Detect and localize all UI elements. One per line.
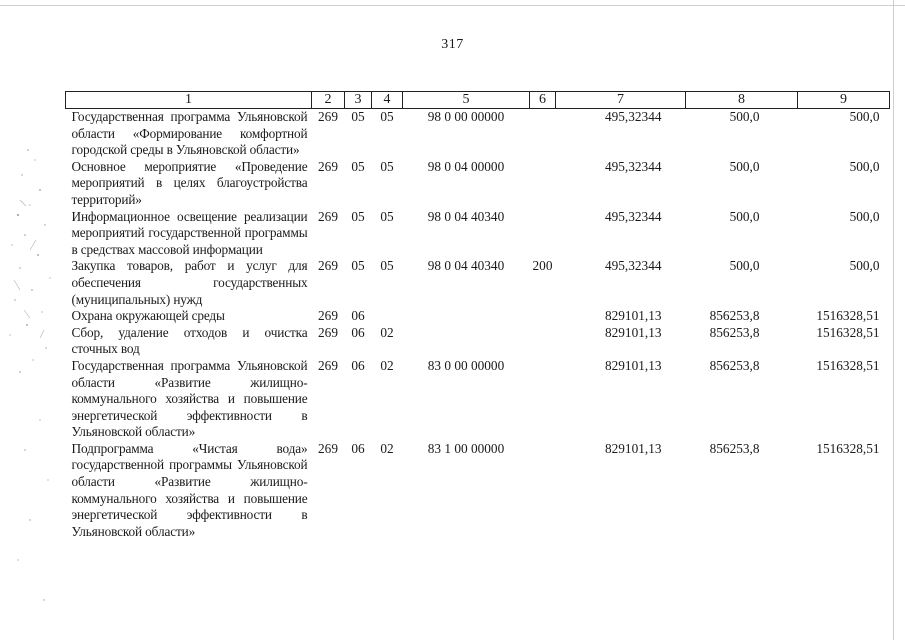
cell-amount-7: 829101,13 — [604, 324, 662, 340]
cell-amount-9: 500,0 — [849, 109, 880, 124]
row-name: Охрана окружающей среды — [71, 308, 225, 324]
table-row — [66, 258, 890, 308]
column-header: 9 — [798, 92, 890, 109]
scan-noise-margin — [0, 0, 70, 640]
cell-target: 98 0 04 40340 — [427, 208, 505, 224]
column-header: 5 — [403, 92, 530, 109]
cell-amount-7: 495,32344 — [604, 208, 662, 224]
cell-amount-7: 829101,13 — [604, 308, 662, 324]
cell-section: 06 — [351, 324, 365, 340]
cell-type: 200 — [532, 258, 553, 274]
cell-type — [530, 441, 556, 541]
column-header: 2 — [312, 92, 345, 109]
scan-edge-top — [0, 5, 905, 6]
cell-subsection: 05 — [380, 158, 394, 174]
cell-type — [530, 325, 556, 358]
cell-section: 05 — [351, 208, 365, 224]
row-name: Закупка товаров, работ и услуг для обеспечения государственных (муниципальных) нужд — [71, 258, 308, 307]
cell-amount-8: 856253,8 — [709, 324, 760, 340]
cell-amount-8: 500,0 — [729, 158, 760, 174]
cell-amount-9: 1516328,51 — [816, 324, 880, 340]
cell-code: 269 — [318, 109, 338, 124]
row-name: Основное мероприятие «Проведение мероприятий в целях благоустройства территорий» — [71, 158, 308, 207]
cell-type — [530, 159, 556, 209]
table-row — [66, 308, 890, 325]
cell-amount-9: 1516328,51 — [816, 357, 880, 373]
cell-amount-7: 495,32344 — [604, 158, 662, 174]
cell-type — [530, 209, 556, 259]
scan-edge-right — [893, 0, 894, 640]
cell-code: 269 — [318, 440, 338, 456]
cell-section: 06 — [351, 440, 365, 456]
cell-amount-7: 495,32344 — [604, 109, 662, 124]
budget-table — [65, 91, 890, 540]
cell-subsection: 02 — [380, 324, 394, 340]
cell-subsection: 02 — [380, 357, 394, 373]
cell-section: 05 — [351, 258, 365, 274]
table-row — [66, 325, 890, 358]
cell-target: 98 0 04 40340 — [427, 258, 505, 274]
cell-target — [403, 308, 530, 325]
cell-type — [530, 109, 556, 159]
cell-target — [403, 325, 530, 358]
cell-amount-8: 856253,8 — [709, 357, 760, 373]
table-row — [66, 358, 890, 441]
cell-type — [530, 358, 556, 441]
cell-amount-9: 500,0 — [849, 208, 880, 224]
column-header: 6 — [530, 92, 556, 109]
cell-code: 269 — [318, 324, 338, 340]
cell-target: 98 0 00 00000 — [427, 109, 505, 124]
cell-amount-8: 856253,8 — [709, 308, 760, 324]
column-header: 4 — [372, 92, 403, 109]
row-name: Информационное освещение реализации мероприятий государственной программы в средствах массовой информации — [71, 208, 308, 257]
table-header-row — [66, 92, 890, 109]
cell-subsection: 05 — [380, 258, 394, 274]
cell-amount-7: 829101,13 — [604, 357, 662, 373]
cell-section: 05 — [351, 158, 365, 174]
row-name: Государственная программа Ульяновской области «Формирование комфортной городской среды в Ульяновской области» — [71, 109, 308, 158]
column-header: 1 — [66, 92, 312, 109]
cell-code: 269 — [318, 258, 338, 274]
row-name: Сбор, удаление отходов и очистка сточных вод — [71, 324, 308, 357]
cell-amount-9: 500,0 — [849, 258, 880, 274]
cell-target: 83 0 00 00000 — [427, 357, 505, 373]
cell-amount-8: 500,0 — [729, 109, 760, 124]
column-header: 7 — [556, 92, 686, 109]
cell-amount-7: 495,32344 — [604, 258, 662, 274]
column-header: 3 — [345, 92, 372, 109]
cell-amount-8: 500,0 — [729, 208, 760, 224]
cell-subsection: 05 — [380, 208, 394, 224]
cell-code: 269 — [318, 158, 338, 174]
cell-section: 06 — [351, 357, 365, 373]
cell-amount-9: 1516328,51 — [816, 308, 880, 324]
cell-subsection: 02 — [380, 440, 394, 456]
cell-amount-8: 500,0 — [729, 258, 760, 274]
cell-subsection: 05 — [380, 109, 394, 124]
cell-subsection — [372, 308, 403, 325]
row-name: Государственная программа Ульяновской области «Развитие жилищно-коммунального хозяйства и повышение энергетической эффективности в Ульяновской области» — [71, 357, 308, 440]
column-header: 8 — [686, 92, 798, 109]
cell-amount-8: 856253,8 — [709, 440, 760, 456]
cell-section: 05 — [351, 109, 365, 124]
cell-code: 269 — [318, 357, 338, 373]
cell-amount-9: 1516328,51 — [816, 440, 880, 456]
cell-type — [530, 308, 556, 325]
cell-code: 269 — [318, 308, 338, 324]
page-number: 317 — [441, 37, 464, 52]
cell-section: 06 — [351, 308, 365, 324]
table-row — [66, 441, 890, 541]
cell-target: 98 0 04 00000 — [427, 158, 505, 174]
table-row — [66, 109, 890, 159]
cell-target: 83 1 00 00000 — [427, 440, 505, 456]
cell-code: 269 — [318, 208, 338, 224]
cell-amount-9: 500,0 — [849, 158, 880, 174]
table-row — [66, 209, 890, 259]
row-name: Подпрограмма «Чистая вода» государственной программы Ульяновской области «Развитие жилищно-коммунального хозяйства и повышение энергетической эффективности в Ульяновской области» — [71, 440, 308, 539]
cell-amount-7: 829101,13 — [604, 440, 662, 456]
table-row — [66, 159, 890, 209]
